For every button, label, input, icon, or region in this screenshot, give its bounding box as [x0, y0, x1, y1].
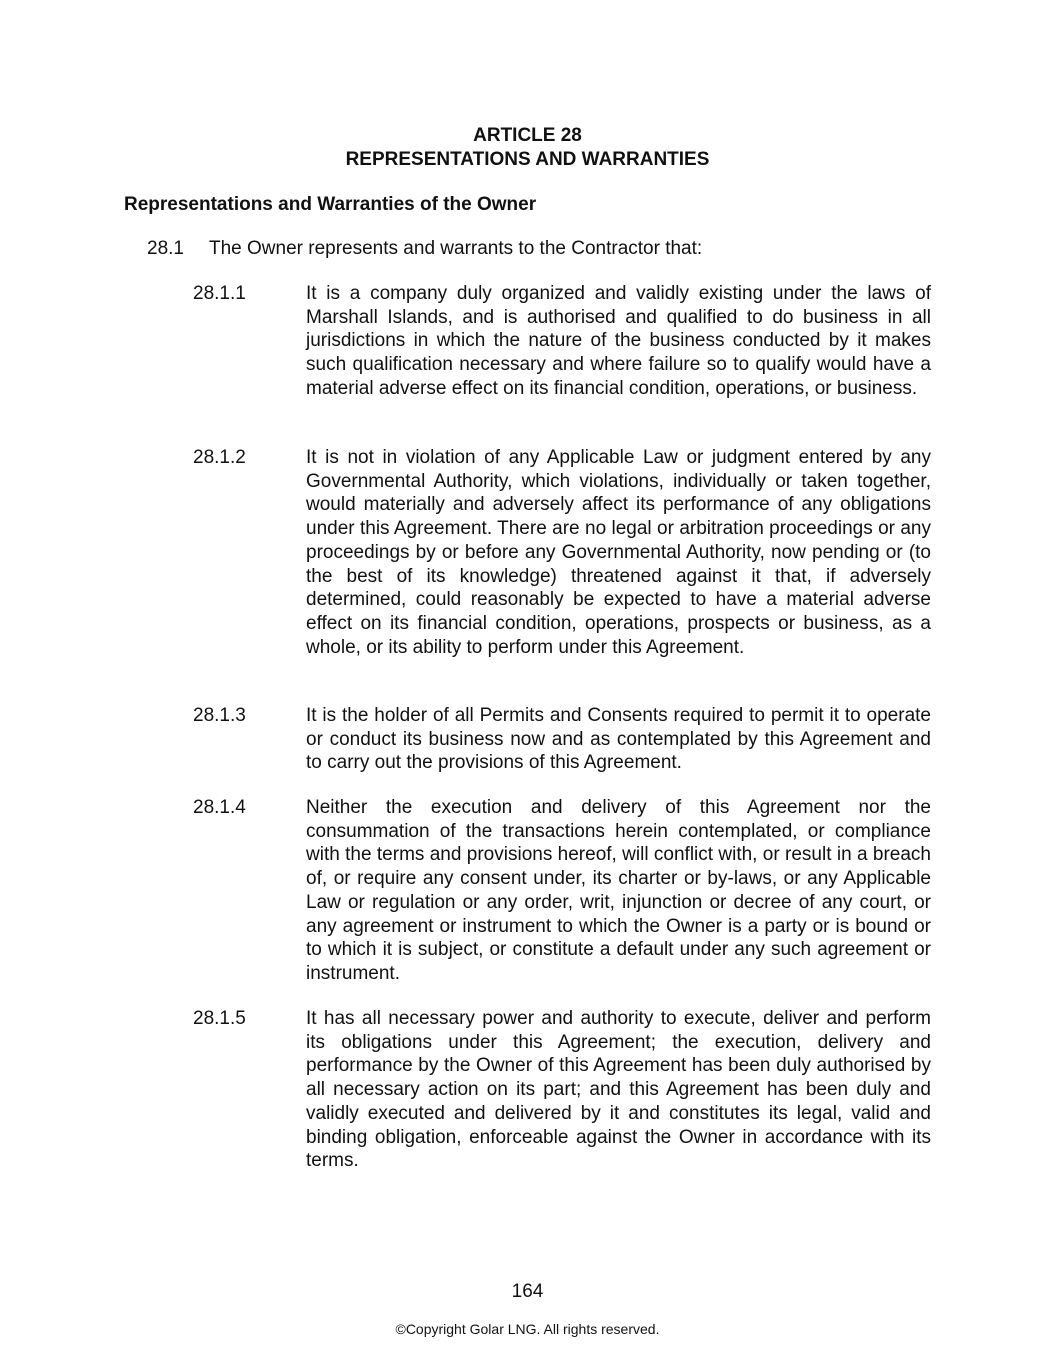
article-title: REPRESENTATIONS AND WARRANTIES	[345, 149, 710, 170]
clause-28-1-4	[193, 796, 931, 986]
copyright-notice: ©Copyright Golar LNG. All rights reserved.	[395, 1321, 660, 1337]
clause-28-1-5	[193, 1007, 931, 1173]
clause-text: It is not in violation of any Applicable Law or judgment entered by any Governmental Authority, which violations, individually or taken together, would materially and adversely affect its performance of any obligations under this Agreement. There are no legal or arbitration proceedings or any proceedings by or before any Governmental Authority, now pending or (to the best of its knowledge) threatened against it that, if adversely determined, could reasonably be expected to have a material adverse effect on its financial condition, operations, prospects or business, as a whole, or its ability to perform under this Agreement.	[306, 447, 931, 658]
section-intro-text: The Owner represents and warrants to the Contractor that:	[209, 238, 703, 259]
clause-text: It is a company duly organized and validly existing under the laws of Marshall Islands, and is authorised and qualified to do business in all jurisdictions in which the nature of the business conducted by it makes such qualification necessary and where failure so to qualify would have a material adverse effect on its financial condition, operations, or business.	[306, 283, 931, 399]
clause-number: 28.1.4	[193, 797, 246, 818]
clause-number: 28.1.1	[193, 283, 246, 304]
clause-28-1-1	[193, 282, 931, 401]
clause-28-1-3	[193, 704, 931, 775]
clause-text: It is the holder of all Permits and Consents required to permit it to operate or conduct its business now and as contemplated by this Agreement and to carry out the provisions of this Agreement.	[306, 705, 931, 774]
clause-text: Neither the execution and delivery of this Agreement nor the consummation of the transactions herein contemplated, or compliance with the terms and provisions hereof, will conflict with, or result in a breach of, or require any consent under, its charter or by-laws, or any Applicable Law or regulation or any order, writ, injunction or decree of any court, or any agreement or instrument to which the Owner is a party or is bound or to which it is subject, or constitute a default under any such agreement or instrument.	[306, 797, 931, 984]
clause-number: 28.1.2	[193, 447, 246, 468]
page-number: 164	[511, 1281, 544, 1302]
article-heading	[0, 124, 1055, 172]
section-subheading: Representations and Warranties of the Owner	[124, 194, 537, 215]
clause-28-1-2	[193, 446, 931, 659]
section-intro	[147, 237, 702, 261]
clause-text: It has all necessary power and authority to execute, deliver and perform its obligations under this Agreement; the execution, delivery and performance by the Owner of this Agreement has been duly authorised by all necessary action on its part; and this Agreement has been duly and validly executed and delivered by it and constitutes its legal, valid and binding obligation, enforceable against the Owner in accordance with its terms.	[306, 1008, 931, 1172]
clause-number: 28.1.5	[193, 1008, 246, 1029]
article-number: ARTICLE 28	[473, 125, 582, 146]
section-number: 28.1	[147, 238, 184, 259]
clause-number: 28.1.3	[193, 705, 246, 726]
